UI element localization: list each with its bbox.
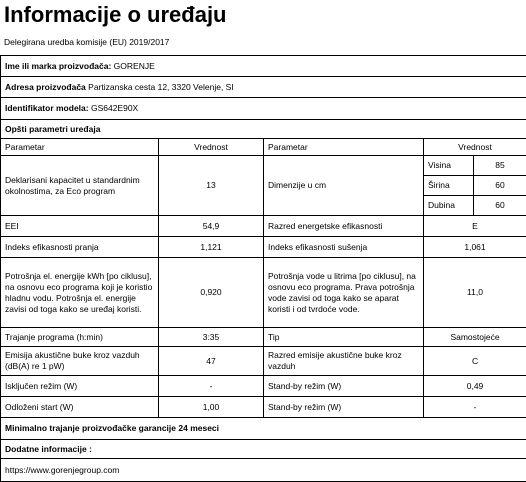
eei-label: EEI [1,216,159,237]
width-value: 60 [474,176,526,196]
model-label: Identifikator modela: [5,103,89,113]
general-params-row [1,120,526,139]
regulation-subtitle: Delegirana uredba komisije (EU) 2019/2017 [4,37,170,47]
table-row [1,258,526,328]
energy-consumption-value: 0,920 [159,258,264,328]
noise-class-label: Razred emisije akustične buke kroz vazduh [264,347,424,376]
washing-index-label: Indeks efikasnosti pranja [1,237,159,258]
off-mode-value: - [159,376,264,397]
type-value: Samostojeće [424,328,526,347]
header-value-left: Vrednost [159,139,264,156]
model-value: GS642E90X [90,103,139,113]
table-row [1,216,526,237]
model-row [1,98,526,120]
drying-index-value: 1,061 [424,237,526,258]
energy-consumption-label: Potrošnja el. energije kWh [po ciklusu], na osnovu eco programa koji je koristio hladnu vodu. Potrošnja el. energije zavisi od toga kako se uređaj koristi. [1,258,159,328]
depth-value: 60 [474,196,526,216]
table-row [1,237,526,258]
noise-class-value: C [424,347,526,376]
table-header-row [1,139,526,156]
drying-index-label: Indeks efikasnosti sušenja [264,237,424,258]
address-row [1,77,526,98]
table-row [1,156,526,176]
brand-label: Ime ili marka proizvođača: [5,60,112,71]
warranty-label: Minimalno trajanje proizvođačke garancije [5,423,176,433]
standby-value: 0,49 [424,376,526,397]
table-row [1,328,526,347]
page-title: Informacije o uređaju [4,2,227,27]
water-consumption-value: 11,0 [424,258,526,328]
dimensions-label: Dimenzije u cm [264,156,424,216]
depth-label: Dubina [424,196,474,216]
standby-2-label: Stand-by režim (W) [264,397,424,418]
capacity-label: Deklarisani kapacitet u standardnim okolnostima, za Eco program [1,156,159,216]
header-value-right: Vrednost [424,139,526,156]
program-duration-value: 3:35 [159,328,264,347]
standby-label: Stand-by režim (W) [264,376,424,397]
table-row [1,376,526,397]
header-param-right: Parametar [264,139,424,156]
noise-emission-label: Emisija akustične buke kroz vazduh (dB(A) re 1 pW) [1,347,159,376]
table-row [1,397,526,418]
address-value: Partizanska cesta 12, 3320 Velenje, SI [88,81,234,92]
additional-info-row [1,440,526,459]
general-params-header: Opšti parametri uređaja [1,120,526,139]
washing-index-value: 1,121 [159,237,264,258]
url-row [1,459,526,482]
standby-2-value: - [424,397,526,418]
eei-value: 54,9 [159,216,264,237]
brand-value: GORENJE [113,60,155,71]
energy-class-label: Razred energetske efikasnosti [264,216,424,237]
product-info-table [0,55,526,482]
off-mode-label: Isključen režim (W) [1,376,159,397]
capacity-value: 13 [159,156,264,216]
height-value: 85 [474,156,526,176]
delay-start-value: 1,00 [159,397,264,418]
brand-row [1,56,526,77]
energy-class-value: E [424,216,526,237]
address-label: Adresa proizvođača [5,81,86,92]
width-label: Širina [424,176,474,196]
height-label: Visina [424,156,474,176]
table-row [1,347,526,376]
program-duration-label: Trajanje programa (h:min) [1,328,159,347]
header-param-left: Parametar [1,139,159,156]
noise-emission-value: 47 [159,347,264,376]
additional-info-label: Dodatne informacije : [1,440,526,459]
water-consumption-label: Potrošnja vode u litrima [po ciklusu], na osnovu eco programa. Prava potrošnja vode zavisi od toga kako se aparat koristi i od tvrdoće vode. [264,258,424,328]
delay-start-label: Odloženi start (W) [1,397,159,418]
warranty-value: 24 meseci [178,423,220,433]
manufacturer-url[interactable]: https://www.gorenjegroup.com [1,459,526,482]
warranty-row [1,418,526,440]
type-label: Tip [264,328,424,347]
